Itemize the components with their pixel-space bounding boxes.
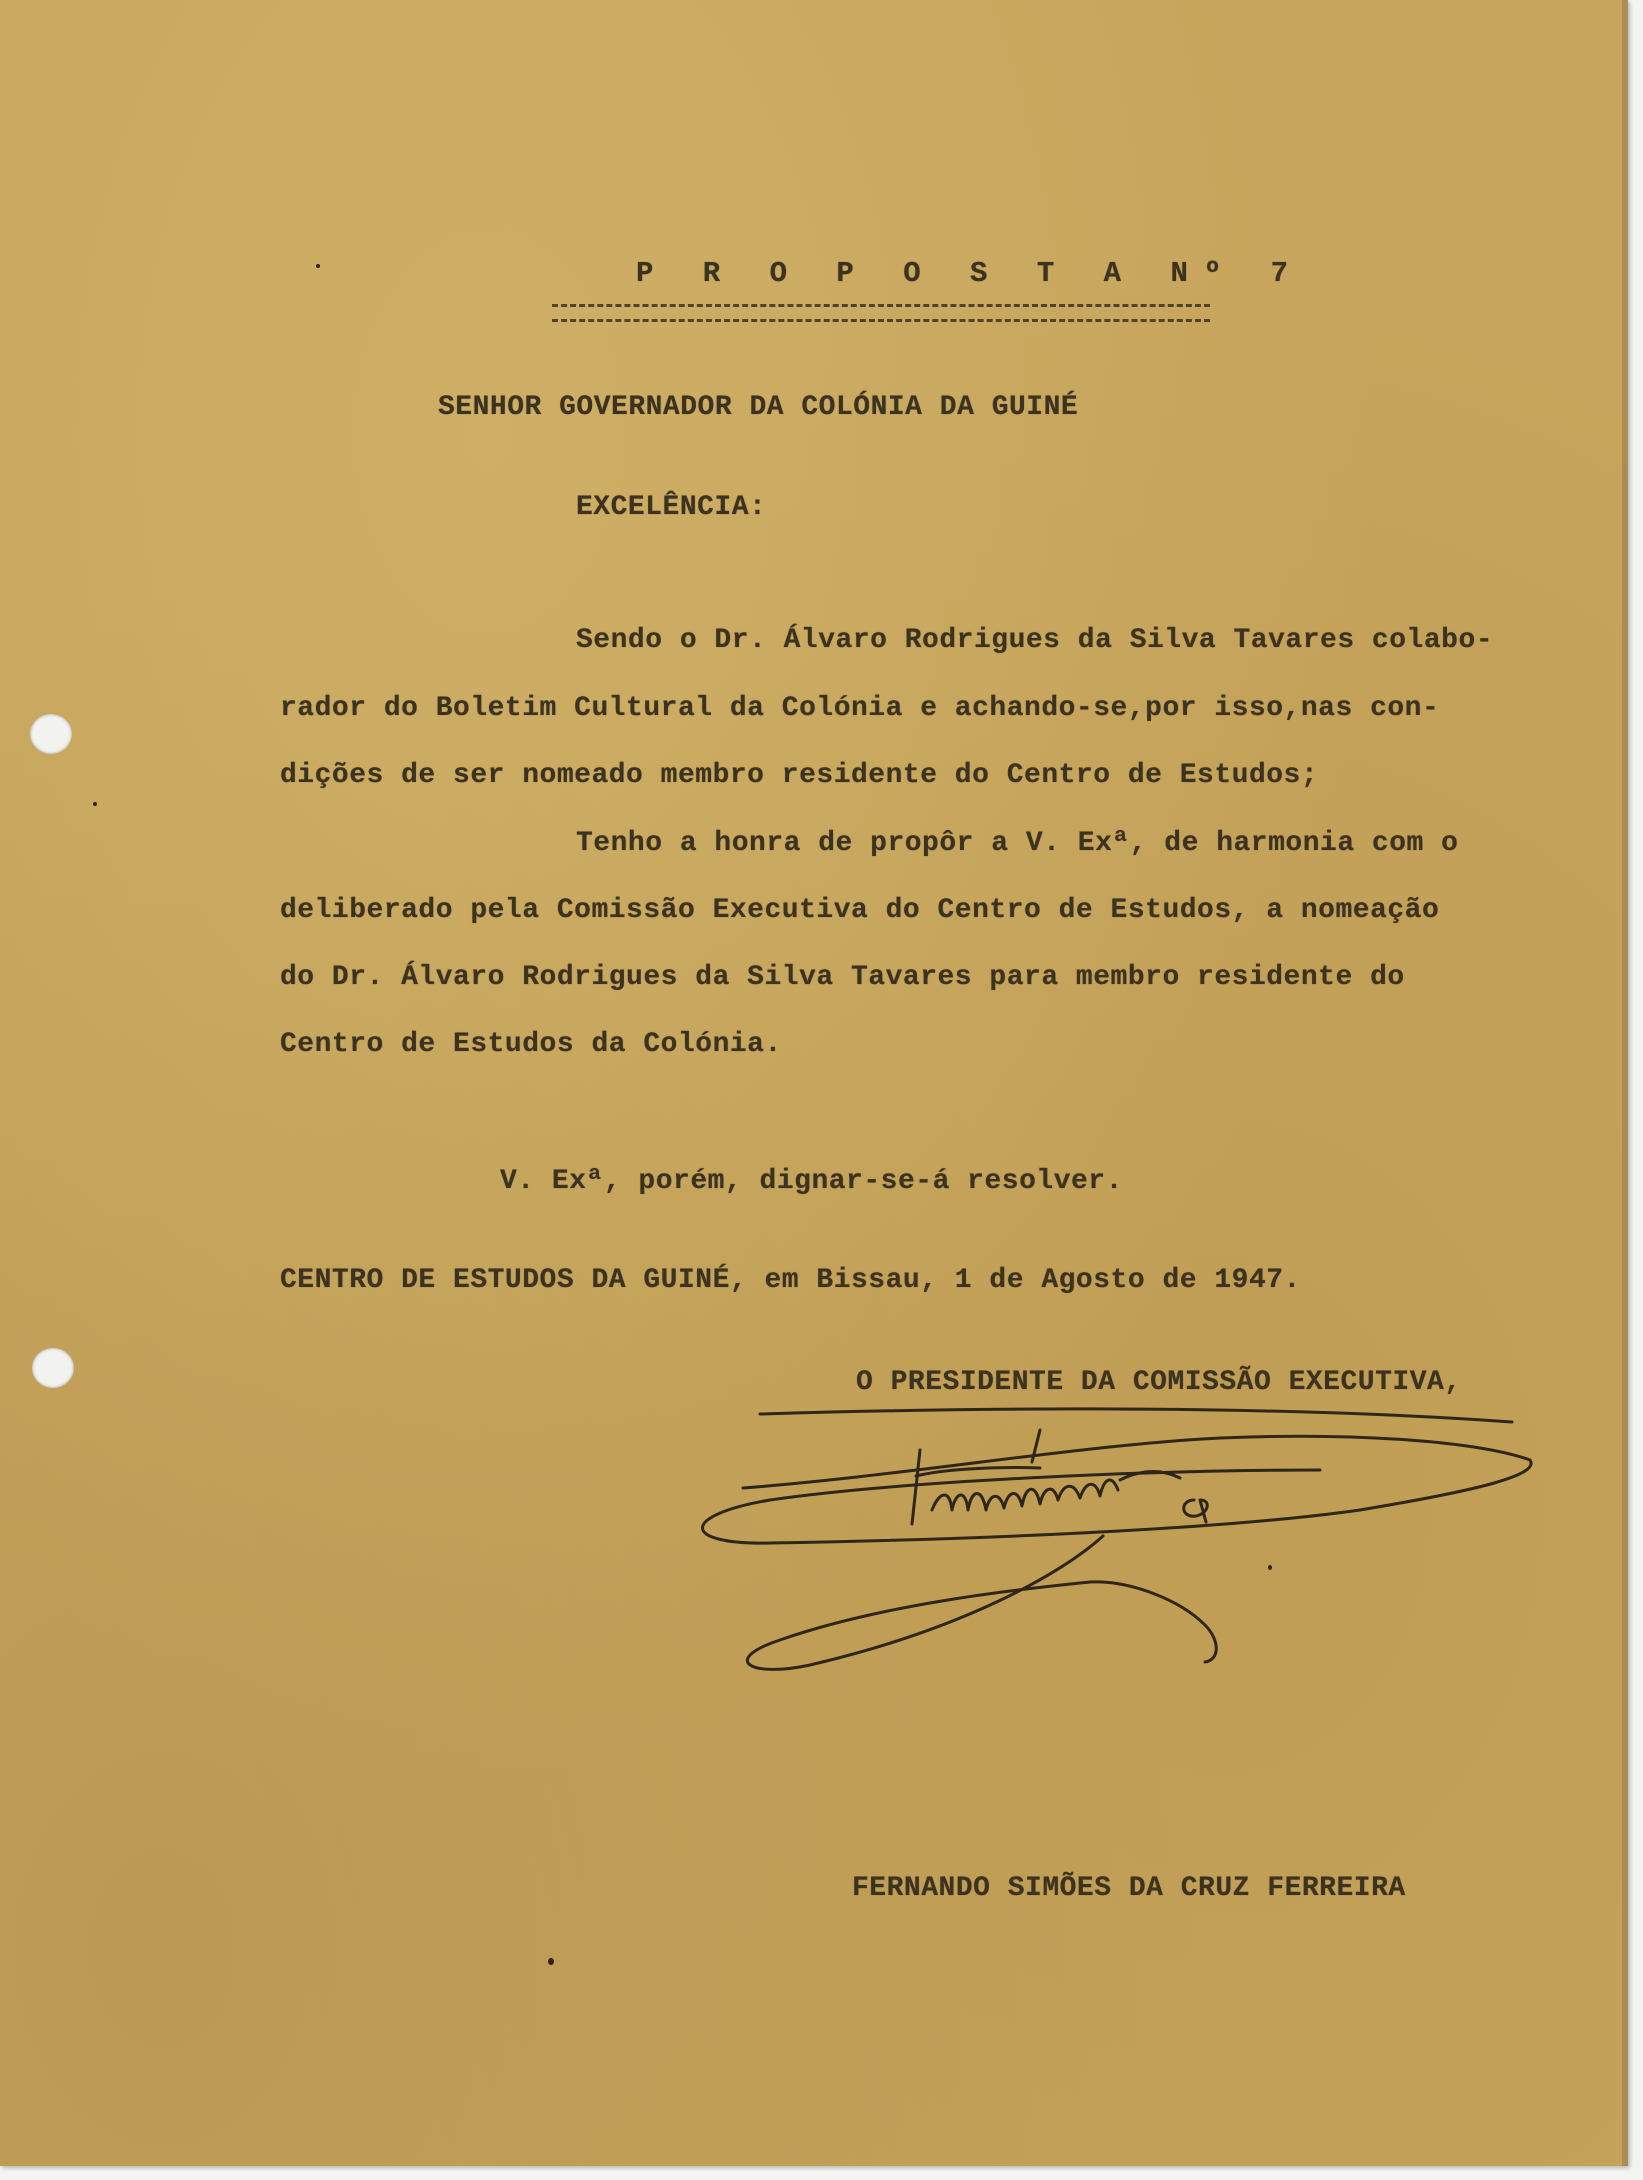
signatory-title: O PRESIDENTE DA COMISSÃO EXECUTIVA, (856, 1367, 1462, 1398)
punch-hole-bottom (32, 1348, 74, 1388)
body-line: dições de ser nomeado membro residente do Centro de Estudos; (280, 760, 1319, 791)
ink-speck (548, 1958, 554, 1965)
body-line: Tenho a honra de propôr a V. Exª, de harmonia com o (576, 828, 1459, 859)
punch-hole-top (30, 714, 72, 754)
ink-speck (316, 264, 320, 268)
handwritten-signature (660, 1400, 1560, 1700)
paper-edge (1622, 0, 1628, 2166)
closing-formula: V. Exª, porém, dignar-se-á resolver. (500, 1166, 1123, 1197)
document-title: P R O P O S T A Nº 7 (636, 257, 1305, 290)
title-underline (552, 304, 1210, 322)
place-and-date: CENTRO DE ESTUDOS DA GUINÉ, em Bissau, 1 de Agosto de 1947. (280, 1265, 1301, 1296)
body-line: rador do Boletim Cultural da Colónia e achando-se,por isso,nas con- (280, 693, 1440, 724)
signer-name: FERNANDO SIMÕES DA CRUZ FERREIRA (852, 1873, 1406, 1904)
ink-speck (93, 802, 97, 806)
salutation: EXCELÊNCIA: (576, 492, 767, 523)
ink-speck (1268, 1565, 1272, 1570)
body-line: deliberado pela Comissão Executiva do Centro de Estudos, a nomeação (280, 895, 1440, 926)
addressee: SENHOR GOVERNADOR DA COLÓNIA DA GUINÉ (438, 392, 1079, 423)
body-line: Centro de Estudos da Colónia. (280, 1029, 782, 1060)
body-line: Sendo o Dr. Álvaro Rodrigues da Silva Tavares colabo- (576, 625, 1494, 656)
body-line: do Dr. Álvaro Rodrigues da Silva Tavares para membro residente do (280, 962, 1405, 993)
